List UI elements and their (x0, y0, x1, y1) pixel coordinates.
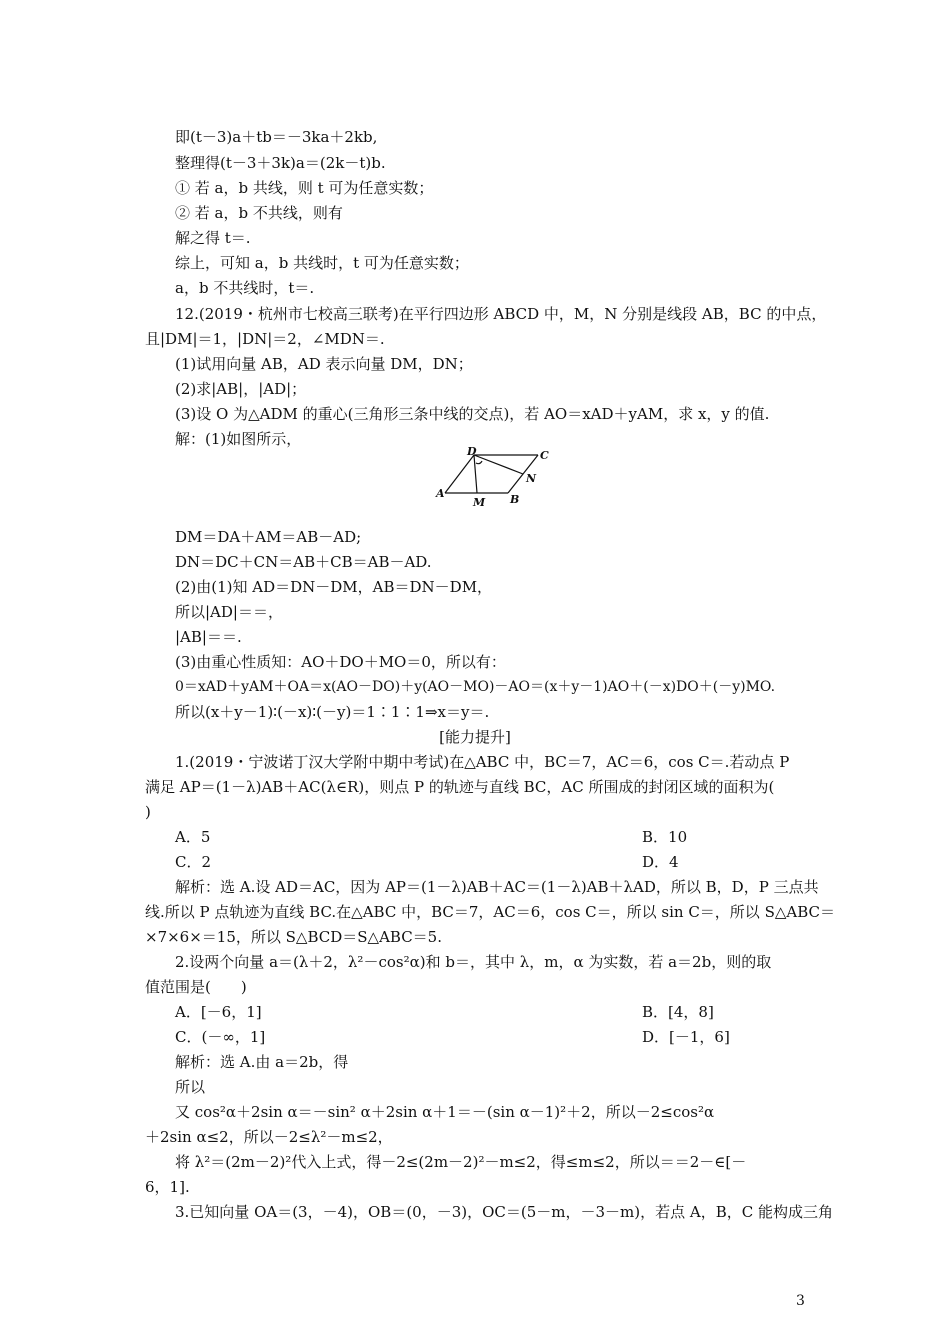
text-line: 整理得(t－3＋3k)a＝(2k－t)b. (175, 154, 386, 172)
label-C: C (540, 449, 549, 462)
text-line: 将 λ²＝(2m－2)²代入上式，得－2≤(2m－2)²－m≤2，得≤m≤2，所以＝＝2－∈[－ (175, 1153, 747, 1171)
option-c: C．(－∞，1] (175, 1028, 266, 1046)
option-d: D．4 (642, 853, 679, 871)
text-line: (3)设 O 为△ADM 的重心(三角形三条中线的交点)，若 AO＝xAD＋yAM，求 x，y 的值. (175, 405, 770, 423)
text-line: DM＝DA＋AM＝AB－AD; (175, 528, 362, 546)
problem-1-line: 1.(2019・宁波诺丁汉大学附中期中考试)在△ABC 中，BC＝7，AC＝6，cos C＝.若动点 P (175, 753, 790, 771)
label-D: D (467, 445, 477, 458)
problem-1-line: ) (145, 803, 151, 821)
section-heading: [能力提升] (439, 728, 511, 746)
text-line: 解之得 t＝. (175, 229, 251, 247)
text-line: DN＝DC＋CN＝AB＋CB＝AB－AD. (175, 553, 432, 571)
label-A: A (436, 487, 445, 500)
page-number: 3 (796, 1293, 805, 1309)
text-line: 即(t－3)a＋tb＝－3ka＋2kb, (175, 128, 378, 146)
text-line: 又 cos²α＋2sin α＝－sin² α＋2sin α＋1＝－(sin α－1)²＋2，所以－2≤cos²α (175, 1103, 715, 1121)
text-line: a，b 不共线时，t＝. (175, 279, 315, 297)
text-line: 解析：选 A.设 AD＝AC，因为 AP＝(1－λ)AB＋AC＝(1－λ)AB＋λAD，所以 B，D，P 三点共 (175, 878, 819, 896)
text-line: (3)由重心性质知：AO＋DO＋MO＝0，所以有： (175, 653, 506, 671)
option-a: A．5 (175, 828, 211, 846)
text-line: |AB|＝＝. (175, 628, 242, 646)
text-line: 解：(1)如图所示， (175, 430, 302, 448)
problem-12-line: 且|DM|＝1，|DN|＝2，∠MDN＝. (145, 330, 385, 348)
text-line: 所以(x＋y－1)∶(－x)∶(－y)＝1∶1∶1⇒x＝y＝. (175, 703, 490, 721)
problem-3-line: 3.已知向量 OA＝(3，－4)，OB＝(0，－3)，OC＝(5－m，－3－m)，若点 A，B，C 能构成三角 (175, 1203, 833, 1221)
text-line: (2)求|AB|，|AD|； (175, 380, 307, 398)
problem-2-line: 2.设两个向量 a＝(λ＋2，λ²－cos²α)和 b＝，其中 λ，m，α 为实数，若 a＝2b，则的取 (175, 953, 772, 971)
text-line: (1)试用向量 AB，AD 表示向量 DM，DN； (175, 355, 473, 373)
text-line: ×7×6×＝15，所以 S△BCD＝S△ABC＝5. (145, 928, 442, 946)
option-b: B．10 (642, 828, 688, 846)
text-line: 线.所以 P 点轨迹为直线 BC.在△ABC 中，BC＝7，AC＝6，cos C＝，所以 sin C＝，所以 S△ABC＝ (145, 903, 836, 921)
parallelogram-figure (430, 443, 560, 513)
problem-12-line: 12.(2019・杭州市七校高三联考)在平行四边形 ABCD 中，M，N 分别是线段 AB，BC 的中点， (175, 305, 827, 323)
option-b: B．[4，8] (642, 1003, 714, 1021)
text-line: 6，1]. (145, 1178, 190, 1196)
problem-2-line: 值范围是( ) (145, 978, 247, 996)
text-line: ＋2sin α≤2，所以－2≤λ²－m≤2， (145, 1128, 393, 1146)
option-c: C．2 (175, 853, 212, 871)
text-line: 所以|AD|＝＝， (175, 603, 283, 621)
option-d: D．[－1，6] (642, 1028, 730, 1046)
option-a: A．[－6，1] (175, 1003, 262, 1021)
text-line: (2)由(1)知 AD＝DN－DM，AB＝DN－DM， (175, 578, 493, 596)
text-line: 解析：选 A.由 a＝2b，得 (175, 1053, 349, 1071)
label-B: B (510, 493, 520, 506)
text-line: 所以 (175, 1078, 206, 1096)
text-line: 0＝xAD＋yAM＋OA＝x(AO－DO)＋y(AO－MO)－AO＝(x＋y－1)AO＋(－x)DO＋(－y)MO. (175, 679, 776, 695)
label-N: N (526, 472, 537, 485)
text-line: 综上，可知 a，b 共线时，t 可为任意实数； (175, 254, 469, 272)
text-line: ① 若 a，b 共线，则 t 可为任意实数； (175, 179, 434, 197)
text-line: ② 若 a，b 不共线，则有 (175, 204, 343, 222)
label-M: M (473, 496, 486, 509)
problem-1-line: 满足 AP＝(1－λ)AB＋AC(λ∈R)，则点 P 的轨迹与直线 BC，AC 所围成的封闭区域的面积为( (145, 778, 775, 796)
